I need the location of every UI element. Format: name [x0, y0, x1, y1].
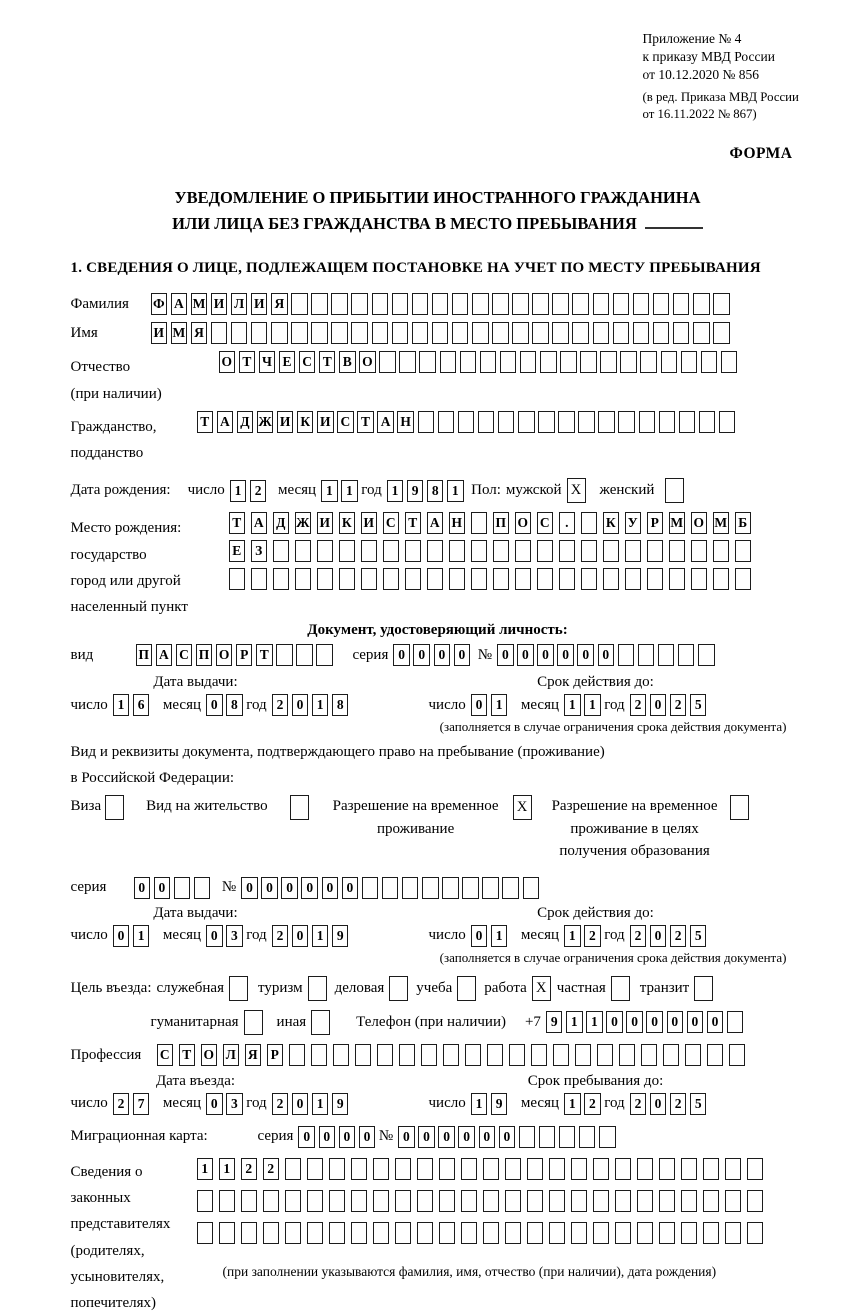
- residence-doc-line2: в Российской Федерации:: [71, 770, 805, 787]
- stay-month-input[interactable]: 1 2: [564, 1093, 604, 1115]
- migration-seriya-input[interactable]: 0 0 0 0: [298, 1126, 378, 1148]
- residence-permit-checkbox[interactable]: [290, 795, 309, 820]
- seriya-label: серия: [71, 879, 129, 896]
- name-label: Имя: [71, 322, 151, 342]
- residence-issue-year-input[interactable]: 2 0 1 9: [272, 925, 352, 947]
- representatives-note: (при заполнении указываются фамилия, имя, отчество (при наличии), дата рождения): [223, 1264, 769, 1280]
- month-label: месяц: [163, 1095, 201, 1112]
- stay-day-input[interactable]: 1 9: [471, 1093, 511, 1115]
- visa-checkbox[interactable]: [105, 795, 124, 820]
- tourism-checkbox[interactable]: [308, 976, 327, 1001]
- birth-month-input[interactable]: 1 1: [321, 480, 361, 502]
- year-label: год: [246, 927, 266, 944]
- residence-valid-day-input[interactable]: 0 1: [471, 925, 511, 947]
- birthplace-row1-input[interactable]: Т А Д Ж И К И С Т А Н П О С . К У Р М О М Б: [229, 512, 757, 534]
- id-issue-year-input[interactable]: 2 0 1 8: [272, 694, 352, 716]
- form-title-line2: ИЛИ ЛИЦА БЕЗ ГРАЖДАНСТВА В МЕСТО ПРЕБЫВАНИЯ: [172, 214, 637, 233]
- id-doc-header: Документ, удостоверяющий личность:: [71, 622, 805, 639]
- residence-valid-year-input[interactable]: 2 0 2 5: [630, 925, 710, 947]
- month-label: месяц: [521, 927, 559, 944]
- id-doc-seriya-input[interactable]: 0 0 0 0: [393, 644, 473, 666]
- ref-line: Приложение № 4: [643, 30, 845, 48]
- ref-sub-line: (в ред. Приказа МВД России: [643, 89, 845, 106]
- patronymic-label: Отчество (при наличии): [71, 351, 219, 407]
- residence-valid-month-input[interactable]: 1 2: [564, 925, 604, 947]
- title-blank-underline: [645, 215, 703, 229]
- business-label: деловая: [335, 980, 385, 997]
- migration-number-input[interactable]: 0 0 0 0 0 0: [398, 1126, 619, 1148]
- citizenship-label: Гражданство, подданство: [71, 411, 197, 467]
- issue-date-caption: Дата выдачи:: [71, 674, 321, 691]
- year-label: год: [604, 927, 624, 944]
- seriya-label: серия: [258, 1128, 294, 1145]
- header-reference: [643, 30, 845, 123]
- patronymic-input[interactable]: О Т Ч Е С Т В О: [219, 351, 741, 373]
- female-label: женский: [600, 482, 655, 499]
- sex-label: Пол:: [471, 482, 501, 499]
- study-checkbox[interactable]: [457, 976, 476, 1001]
- issue-date-caption: Дата выдачи:: [71, 905, 321, 922]
- other-label: иная: [277, 1014, 307, 1031]
- year-label: год: [246, 697, 266, 714]
- phone-label: Телефон (при наличии): [356, 1014, 506, 1031]
- representatives-row3-input[interactable]: [197, 1222, 769, 1244]
- id-doc-type-input[interactable]: П А С П О Р Т: [136, 644, 337, 666]
- year-label: год: [604, 1095, 624, 1112]
- entry-day-input[interactable]: 2 7: [113, 1093, 153, 1115]
- citizenship-input[interactable]: Т А Д Ж И К И С Т А Н: [197, 411, 740, 433]
- entry-year-input[interactable]: 2 0 1 9: [272, 1093, 352, 1115]
- num-label: №: [478, 647, 492, 664]
- private-label: частная: [557, 980, 606, 997]
- name-input[interactable]: И М Я: [151, 322, 734, 344]
- representatives-row2-input[interactable]: [197, 1190, 769, 1212]
- residence-doc-line1: Вид и реквизиты документа, подтверждающего право на пребывание (проживание): [71, 744, 805, 761]
- representatives-row1-input[interactable]: 1 1 2 2: [197, 1158, 769, 1180]
- migration-card-label: Миграционная карта:: [71, 1128, 235, 1145]
- sex-male-checkbox[interactable]: X: [567, 478, 586, 503]
- num-label: №: [379, 1128, 393, 1145]
- day-label: число: [429, 1095, 466, 1112]
- humanitarian-checkbox[interactable]: [244, 1010, 263, 1035]
- business-checkbox[interactable]: [389, 976, 408, 1001]
- valid-until-caption: Срок действия до:: [401, 674, 791, 691]
- seriya-label: серия: [352, 647, 388, 664]
- ref-line: к приказу МВД России: [643, 48, 845, 66]
- id-valid-month-input[interactable]: 1 1: [564, 694, 604, 716]
- num-label: №: [222, 879, 236, 896]
- day-label: число: [429, 927, 466, 944]
- stay-year-input[interactable]: 2 0 2 5: [630, 1093, 710, 1115]
- surname-label: Фамилия: [71, 293, 151, 313]
- work-checkbox[interactable]: X: [532, 976, 551, 1001]
- birthplace-row2-input[interactable]: Е З: [229, 540, 757, 562]
- residence-permit-label: Вид на жительство: [146, 795, 267, 815]
- month-label: месяц: [163, 927, 201, 944]
- visa-label: Виза: [71, 795, 102, 815]
- male-label: мужской: [506, 482, 562, 499]
- work-label: работа: [484, 980, 527, 997]
- other-checkbox[interactable]: [311, 1010, 330, 1035]
- rvp-edu-label: Разрешение на временное проживание в целях получения образования: [552, 795, 718, 863]
- year-label: год: [361, 482, 381, 499]
- year-label: год: [246, 1095, 266, 1112]
- day-label: число: [71, 927, 108, 944]
- ref-sub-line: от 16.11.2022 № 867): [643, 106, 845, 123]
- section1-title: 1. СВЕДЕНИЯ О ЛИЦЕ, ПОДЛЕЖАЩЕМ ПОСТАНОВКЕ НА УЧЕТ ПО МЕСТУ ПРЕБЫВАНИЯ: [71, 260, 805, 277]
- transit-checkbox[interactable]: [694, 976, 713, 1001]
- day-label: число: [71, 697, 108, 714]
- month-label: месяц: [163, 697, 201, 714]
- year-label: год: [604, 697, 624, 714]
- phone-prefix: +7: [525, 1014, 541, 1031]
- study-label: учеба: [416, 980, 452, 997]
- official-label: служебная: [156, 980, 224, 997]
- ref-line: от 10.12.2020 № 856: [643, 66, 845, 84]
- entry-month-input[interactable]: 0 3: [206, 1093, 246, 1115]
- id-valid-day-input[interactable]: 0 1: [471, 694, 511, 716]
- day-label: число: [429, 697, 466, 714]
- id-issue-day-input[interactable]: 1 6: [113, 694, 153, 716]
- valid-note: (заполняется в случае ограничения срока действия документа): [401, 950, 791, 966]
- surname-input[interactable]: Ф А М И Л И Я: [151, 293, 734, 315]
- day-label: число: [71, 1095, 108, 1112]
- official-checkbox[interactable]: [229, 976, 248, 1001]
- rvp-label: Разрешение на временное проживание: [333, 795, 499, 840]
- representatives-label: Сведения о законных представителях (родителях, усыновителях, попечителях): [71, 1156, 197, 1316]
- vid-label: вид: [71, 647, 131, 664]
- valid-note: (заполняется в случае ограничения срока действия документа): [401, 719, 791, 735]
- arrival-notification-form: [23, 0, 823, 1163]
- birth-date-label: Дата рождения:: [71, 482, 171, 499]
- entry-date-caption: Дата въезда:: [71, 1073, 321, 1090]
- rvp-edu-checkbox[interactable]: [730, 795, 749, 820]
- form-title-line1: УВЕДОМЛЕНИЕ О ПРИБЫТИИ ИНОСТРАННОГО ГРАЖДАНИНА: [71, 185, 805, 211]
- id-valid-year-input[interactable]: 2 0 2 5: [630, 694, 710, 716]
- stay-until-caption: Срок пребывания до:: [401, 1073, 791, 1090]
- purpose-label: Цель въезда:: [71, 980, 152, 997]
- forma-label: ФОРМА: [71, 145, 793, 163]
- humanitarian-label: гуманитарная: [151, 1014, 239, 1031]
- rvp-checkbox[interactable]: X: [513, 795, 532, 820]
- birthplace-row3-input[interactable]: [229, 568, 757, 590]
- form-title: [71, 185, 805, 236]
- residence-seriya-input[interactable]: 0 0: [134, 877, 214, 899]
- birthplace-label: Место рождения: государство город или другой населенный пункт: [71, 512, 229, 620]
- transit-label: транзит: [640, 980, 689, 997]
- tourism-label: туризм: [258, 980, 303, 997]
- id-issue-month-input[interactable]: 0 8: [206, 694, 246, 716]
- sex-female-checkbox[interactable]: [665, 478, 684, 503]
- id-doc-number-input[interactable]: 0 0 0 0 0 0: [497, 644, 718, 666]
- private-checkbox[interactable]: [611, 976, 630, 1001]
- month-label: месяц: [521, 1095, 559, 1112]
- phone-input[interactable]: 9 1 1 0 0 0 0 0 0: [546, 1011, 747, 1033]
- residence-issue-day-input[interactable]: 0 1: [113, 925, 153, 947]
- residence-issue-month-input[interactable]: 0 3: [206, 925, 246, 947]
- month-label: месяц: [278, 482, 316, 499]
- residence-number-input[interactable]: 0 0 0 0 0 0: [241, 877, 542, 899]
- profession-label: Профессия: [71, 1044, 157, 1064]
- birth-day-input[interactable]: 1 2: [230, 480, 270, 502]
- day-label: число: [188, 482, 225, 499]
- valid-until-caption: Срок действия до:: [401, 905, 791, 922]
- birth-year-input[interactable]: 1 9 8 1: [387, 480, 467, 502]
- month-label: месяц: [521, 697, 559, 714]
- profession-input[interactable]: С Т О Л Я Р: [157, 1044, 751, 1066]
